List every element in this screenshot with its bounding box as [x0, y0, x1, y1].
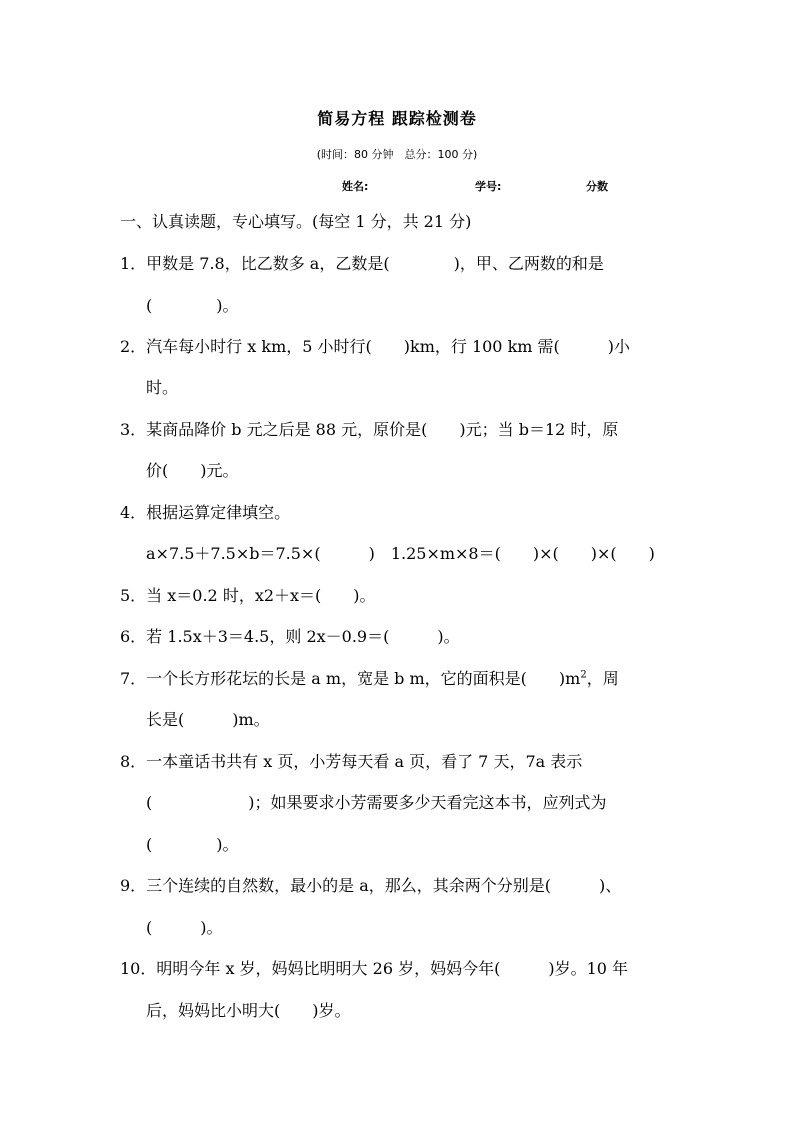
question-2-line-1: 2．汽车每小时行 x km，5 小时行( )km，行 100 km 需( )小 [120, 337, 631, 356]
question-7-line-2: 长是( )m。 [146, 710, 270, 729]
score-label: 分数 [586, 180, 608, 193]
question-8-line-1: 8．一本童话书共有 x 页，小芳每天看 a 页，看了 7 天，7a 表示 [120, 752, 583, 771]
number-label: 学号: [475, 180, 502, 193]
question-8-line-2: ( )；如果要求小芳需要多少天看完这本书，应列式为 [146, 793, 607, 812]
question-9-line-1: 9．三个连续的自然数，最小的是 a，那么，其余两个分别是( )、 [120, 876, 622, 895]
question-7-line-1 [120, 668, 619, 690]
question-10-line-1: 10．明明今年 x 岁，妈妈比明明大 26 岁，妈妈今年( )岁。10 年 [120, 959, 629, 978]
question-3-line-2: 价( )元。 [146, 461, 239, 480]
question-6: 6．若 1.5x＋3＝4.5，则 2x－0.9＝( )。 [120, 627, 460, 646]
question-7-text-b: ，周 [586, 669, 619, 688]
question-9-line-2: ( )。 [146, 918, 223, 937]
question-3-line-1: 3．某商品降价 b 元之后是 88 元，原价是( )元；当 b＝12 时，原 [120, 420, 619, 439]
question-8-line-3: ( )。 [146, 835, 239, 854]
question-1-line-2: ( )。 [146, 296, 239, 315]
question-4-line-1: 4．根据运算定律填空。 [120, 503, 291, 522]
question-2-line-2: 时。 [146, 378, 179, 397]
section-heading: 一、认真读题，专心填写。(每空 1 分，共 21 分) [120, 212, 472, 231]
question-1-line-1: 1．甲数是 7.8，比乙数多 a，乙数是( )，甲、乙两数的和是 [120, 254, 604, 273]
name-label: 姓名: [342, 180, 369, 193]
superscript-2: 2 [580, 669, 587, 681]
question-7-text-a: 7．一个长方形花坛的长是 a m，宽是 b m，它的面积是( )m [120, 669, 581, 688]
question-4-line-2: a×7.5＋7.5×b＝7.5×( ) 1.25×m×8＝( )×( )×( ) [146, 544, 655, 563]
exam-meta: (时间：80 分钟 总分：100 分) [316, 148, 478, 161]
page-title: 简易方程 跟踪检测卷 [317, 109, 477, 128]
question-5: 5．当 x＝0.2 时，x2＋x＝( )。 [120, 586, 376, 605]
question-10-line-2: 后，妈妈比小明大( )岁。 [146, 1001, 351, 1020]
